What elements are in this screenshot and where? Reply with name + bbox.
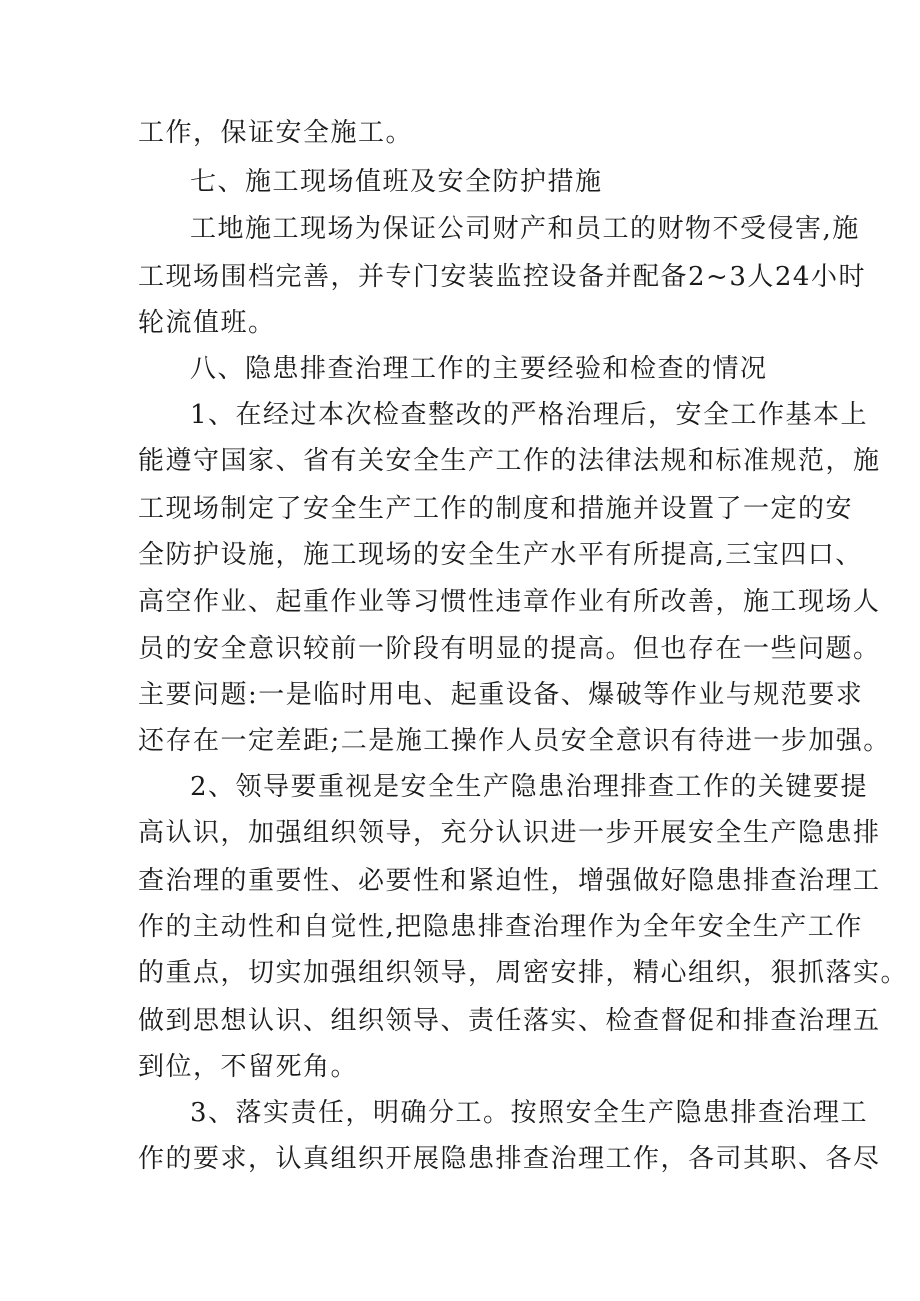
text-line: 作的主动性和自觉性,把隐患排查治理作为全年安全生产工作	[138, 912, 863, 942]
text-line: 的重点，切实加强组织领导，周密安排，精心组织，狠抓落实。	[138, 958, 909, 988]
text-line: 2、领导要重视是安全生产隐患治理排查工作的关键要提	[190, 772, 869, 802]
text-line: 1、在经过本次检查整改的严格治理后，安全工作基本上	[190, 400, 869, 430]
text-line: 全防护设施，施工现场的安全生产水平有所提高,三宝四口、	[138, 540, 863, 570]
text-line: 工现场制定了安全生产工作的制度和措施并设置了一定的安	[138, 494, 854, 524]
text-line: 3、落实责任，明确分工。按照安全生产隐患排查治理工	[190, 1098, 869, 1128]
text-line: 能遵守国家、省有关安全生产工作的法律法规和标准规范，施	[138, 446, 881, 476]
text-line: 工地施工现场为保证公司财产和员工的财物不受侵害,施	[190, 214, 860, 244]
text-line: 到位，不留死角。	[138, 1052, 359, 1082]
text-line: 还存在一定差距;二是施工操作人员安全意识有待进一步加强。	[138, 726, 891, 756]
section-heading-7: 七、施工现场值班及安全防护措施	[190, 167, 603, 197]
text-line: 轮流值班。	[138, 308, 276, 338]
text-line: 工现场围档完善，并专门安装监控设备并配备2~3人24小时	[138, 262, 866, 292]
text-line: 高认识，加强组织领导，充分认识进一步开展安全生产隐患排	[138, 818, 881, 848]
text-line: 查治理的重要性、必要性和紧迫性，增强做好隐患排查治理工	[138, 866, 881, 896]
section-heading-8: 八、隐患排查治理工作的主要经验和检查的情况	[190, 354, 768, 384]
text-line: 工作，保证安全施工。	[138, 118, 414, 148]
text-line: 做到思想认识、组织领导、责任落实、检查督促和排查治理五	[138, 1006, 881, 1036]
text-line: 作的要求，认真组织开展隐患排查治理工作，各司其职、各尽	[138, 1144, 881, 1174]
text-line: 员的安全意识较前一阶段有明显的提高。但也存在一些问题。	[138, 634, 881, 664]
text-line: 主要问题:一是临时用电、起重设备、爆破等作业与规范要求	[138, 680, 864, 710]
text-line: 高空作业、起重作业等习惯性违章作业有所改善，施工现场人	[138, 587, 881, 617]
